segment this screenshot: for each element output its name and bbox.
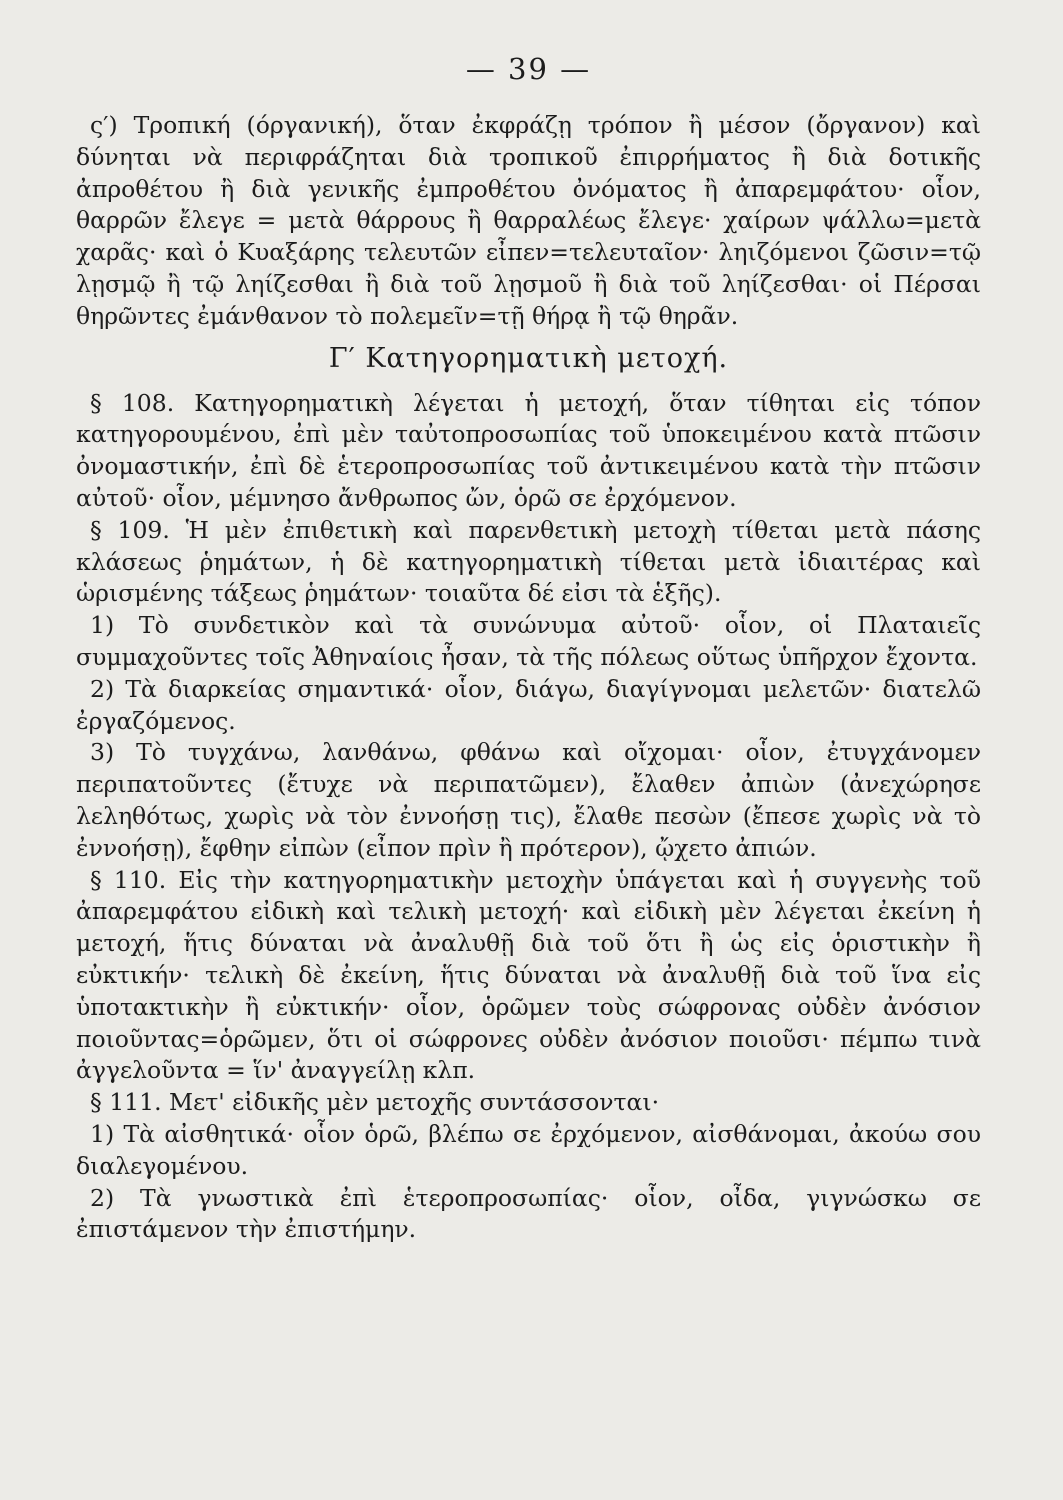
list-item-111-2: 2) Τὰ γνωστικὰ ἐπὶ ἑτεροπροσωπίας· οἷον, οἶδα, γιγνώσκω σε ἐπιστάμενον τὴν ἐπιστήμην.	[76, 1183, 981, 1244]
paragraph-tropike: ς′) Τροπική (όργανική), ὅταν ἐκφράζῃ τρόπον ἢ μέσον (ὄργανον) καὶ δύνηται νὰ περιφράζηται διὰ τροπικοῦ ἐπιρρήματος ἢ διὰ δοτικῆς ἀπροθέτου ἢ διὰ γενικῆς ἐμπροθέτου ὀνόματος ἢ ἀπαρεμφάτου· οἷον, θαρρῶν ἔλεγε = μετὰ θάρρους ἢ θαρραλέως ἔλεγε· χαίρων ψάλλω=μετὰ χαρᾶς· καὶ ὁ Κυαξάρης τελευτῶν εἶπεν=τελευταῖον· ληιζόμενοι ζῶσιν=τῷ λῃσμῷ ἢ τῷ ληίζεσθαι ἢ διὰ τοῦ λῃσμοῦ ἢ διὰ τοῦ ληίζεσθαι· οἱ Πέρσαι θηρῶντες ἐμάνθανον τὸ πολεμεῖν=τῇ θήρᾳ ἢ τῷ θηρᾶν.	[76, 111, 981, 330]
list-item-109-1: 1) Τὸ συνδετικὸν καὶ τὰ συνώνυμα αὐτοῦ· οἷον, οἱ Πλαταιεῖς συμμαχοῦντες τοῖς Ἀθηναίοις ἦσαν, τὰ τῆς πόλεως οὕτως ὑπῆρχον ἔχοντα.	[76, 611, 981, 671]
paragraph-108: § 108. Κατηγορηματικὴ λέγεται ἡ μετοχή, ὅταν τίθηται εἰς τόπον κατηγορουμένου, ἐπὶ μὲν ταὐτοπροσωπίας τοῦ ὑποκειμένου κατὰ πτῶσιν ὀνομαστικήν, ἐπὶ δὲ ἑτεροπροσωπίας τοῦ ἀντικειμένου κατὰ τὴν πτῶσιν αὐτοῦ· οἷον, μέμνησο ἄνθρωπος ὤν, ὁρῶ σε ἐρχόμενον.	[76, 388, 981, 512]
page-number: — 39 —	[465, 52, 592, 86]
paragraph-111: § 111. Μετ' εἰδικῆς μὲν μετοχῆς συντάσσονται·	[90, 1088, 660, 1117]
paragraph-109: § 109. Ἡ μὲν ἐπιθετικὴ καὶ παρενθετικὴ μετοχὴ τίθεται μετὰ πάσης κλάσεως ῥημάτων, ἡ δὲ κατηγορηματικὴ τίθεται μετὰ ἰδιαιτέρας καὶ ὡρισμένης τάξεως ῥημάτων· τοιαῦτα δέ εἰσι τὰ ἑξῆς).	[76, 515, 981, 608]
paragraph-110: § 110. Εἰς τὴν κατηγορηματικὴν μετοχὴν ὑπάγεται καὶ ἡ συγγενὴς τοῦ ἀπαρεμφάτου εἰδικὴ καὶ τελικὴ μετοχή· καὶ εἰδικὴ μὲν λέγεται ἐκείνη ἡ μετοχή, ἥτις δύναται νὰ ἀναλυθῇ διὰ τοῦ ὅτι ἢ ὡς εἰς ὁριστικὴν ἢ εὐκτικήν· τελικὴ δὲ ἐκείνη, ἥτις δύναται νὰ ἀναλυθῇ διὰ τοῦ ἵνα εἰς ὑποτακτικὴν ἢ εὐκτικήν· οἷον, ὁρῶμεν τοὺς σώφρονας οὐδὲν ἀνόσιον ποιοῦντας=ὁρῶμεν, ὅτι οἱ σώφρονες οὐδὲν ἀνόσιον ποιοῦσι· πέμπω τινὰ ἀγγελοῦντα = ἵν' ἀναγγείλῃ κλπ.	[76, 865, 981, 1085]
section-heading: Γ′ Κατηγορηματικὴ μετοχή.	[328, 342, 729, 374]
list-item-111-1: 1) Τὰ αἰσθητικά· οἷον ὁρῶ, βλέπω σε ἐρχόμενον, αἰσθάνομαι, ἀκούω σου διαλεγομένου.	[76, 1119, 981, 1180]
list-item-109-2: 2) Τὰ διαρκείας σημαντικά· οἷον, διάγω, διαγίγνομαι μελετῶν· διατελῶ ἐργαζόμενος.	[76, 674, 981, 735]
list-item-109-3: 3) Τὸ τυγχάνω, λανθάνω, φθάνω καὶ οἴχομαι· οἷον, ἐτυγχάνομεν περιπατοῦντες (ἔτυχε νὰ περιπατῶμεν), ἔλαθεν ἀπιὼν (ἀνεχώρησε λεληθότως, χωρὶς νὰ τὸν ἐννοήσῃ τις), ἔλαθε πεσὼν (ἔπεσε χωρὶς νὰ τὸ ἐννοήσῃ), ἔφθην εἰπὼν (εἶπον πρὶν ἢ πρότερον), ᾤχετο ἀπιών.	[76, 738, 981, 862]
